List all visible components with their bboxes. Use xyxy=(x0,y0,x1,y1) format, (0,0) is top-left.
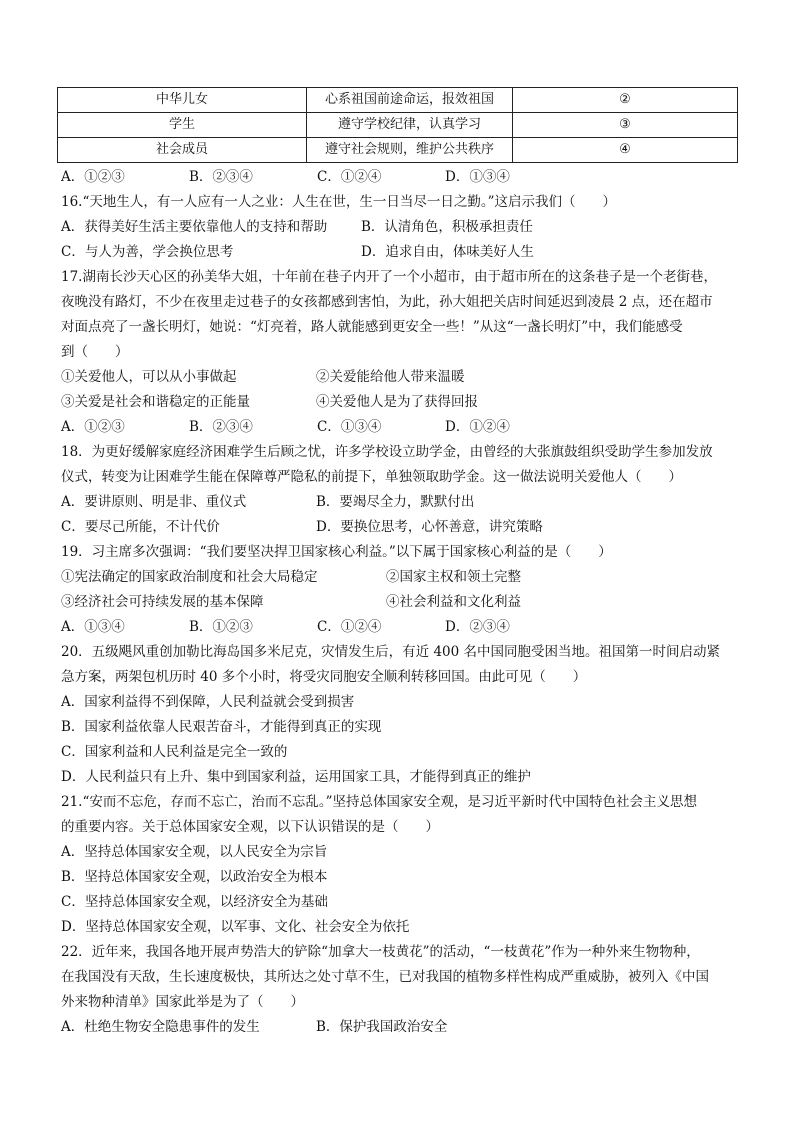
table-cell: 中华儿女 xyxy=(58,88,307,113)
q22-option-b[interactable]: B．保护我国政治安全 xyxy=(316,1019,448,1035)
q17-statement-2: ②关爱能给他人带来温暖 xyxy=(316,369,465,385)
q15-option-a[interactable]: A．①②③ xyxy=(61,169,125,185)
table-row xyxy=(58,113,738,138)
q19-statement-3: ③经济社会可持续发展的基本保障 xyxy=(61,594,264,610)
q17-option-a[interactable]: A．①②③ xyxy=(61,419,125,435)
q19-statements-row1 xyxy=(61,565,741,590)
q17-options xyxy=(61,415,741,440)
q18-option-d[interactable]: D．要换位思考，心怀善意，讲究策略 xyxy=(316,519,543,535)
q21-option-c[interactable]: C．坚持总体国家安全观，以经济安全为基础 xyxy=(61,894,328,910)
q17-stem-line: 夜晚没有路灯，不少在夜里走过巷子的女孩都感到害怕，为此，孙大姐把关店时间延迟到凌晨 2 点，还在超市 xyxy=(61,294,713,310)
q21-stem-line: 21.“安而不忘危，存而不忘亡，治而不忘乱。”坚持总体国家安全观，是习近平新时代中国特色社会主义思想 xyxy=(61,794,698,810)
q17-statements-row1 xyxy=(61,365,741,390)
q21-option-d[interactable]: D．坚持总体国家安全观，以军事、文化、社会安全为依托 xyxy=(61,919,410,935)
table-cell: 心系祖国前途命运，报效祖国 xyxy=(307,88,513,113)
q16-stem: 16.“天地生人，有一人应有一人之业：人生在世，生一日当尽一日之勤。”这启示我们（ ） xyxy=(61,194,617,210)
q18-options-row2 xyxy=(61,515,741,540)
q17-option-c[interactable]: C．①③④ xyxy=(317,419,382,435)
q18-stem-line: 仪式，转变为让困难学生能在保障尊严隐私的前提下，单独领取助学金。这一做法说明关爱他人（ ） xyxy=(61,469,682,485)
q17-statement-4: ④关爱他人是为了获得回报 xyxy=(316,394,478,410)
table-cell: 遵守社会规则，维护公共秩序 xyxy=(307,138,513,163)
q19-statement-2: ②国家主权和领土完整 xyxy=(386,569,521,585)
q22-options-row1 xyxy=(61,1015,741,1040)
q19-option-c[interactable]: C．①②④ xyxy=(317,619,382,635)
q22-option-a[interactable]: A．杜绝生物安全隐患事件的发生 xyxy=(61,1019,260,1035)
table-cell: ④ xyxy=(513,138,738,163)
q16-options-row1 xyxy=(61,215,741,240)
q16-option-d[interactable]: D．追求自由，体味美好人生 xyxy=(361,244,534,260)
table-cell: ③ xyxy=(513,113,738,138)
q18-stem-line: 18．为更好缓解家庭经济困难学生后顾之忧，许多学校设立助学金，由曾经的大张旗鼓组织受助学生参加发放 xyxy=(61,444,713,460)
q19-option-b[interactable]: B．①②③ xyxy=(189,619,253,635)
q20-stem-line: 20．五级飓风重创加勒比海岛国多米尼克，灾情发生后，有近 400 名中国同胞受困当地。祖国第一时间启动紧 xyxy=(61,644,721,660)
table-row xyxy=(58,88,738,113)
q17-stem-line: 对面点亮了一盏长明灯，她说：“灯亮着，路人就能感到更安全一些！”从这“一盏长明灯”中，我们能感受 xyxy=(61,319,683,335)
q18-option-b[interactable]: B．要竭尽全力，默默付出 xyxy=(316,494,475,510)
q17-statement-1: ①关爱他人，可以从小事做起 xyxy=(61,369,237,385)
q18-option-c[interactable]: C．要尽己所能，不计代价 xyxy=(61,519,220,535)
q19-option-d[interactable]: D．②③④ xyxy=(445,619,510,635)
q16-options-row2 xyxy=(61,240,741,265)
q16-option-a[interactable]: A．获得美好生活主要依靠他人的支持和帮助 xyxy=(61,219,328,235)
q20-option-b[interactable]: B．国家利益依靠人民艰苦奋斗，才能得到真正的实现 xyxy=(61,719,382,735)
q17-stem-line: 17.湖南长沙天心区的孙美华大姐，十年前在巷子内开了一个小超市，由于超市所在的这条巷子是一个老街巷， xyxy=(61,269,717,285)
q20-option-a[interactable]: A．国家利益得不到保障，人民利益就会受到损害 xyxy=(61,694,355,710)
q18-options-row1 xyxy=(61,490,741,515)
q16-option-c[interactable]: C．与人为善，学会换位思考 xyxy=(61,244,234,260)
q21-stem-line: 的重要内容。关于总体国家安全观，以下认识错误的是（ ） xyxy=(61,819,439,835)
q18-option-a[interactable]: A．要讲原则、明是非、重仪式 xyxy=(61,494,247,510)
q19-statements-row2 xyxy=(61,590,741,615)
q22-stem-line: 22．近年来，我国各地开展声势浩大的铲除“加拿大一枝黄花”的活动，“一枝黄花”作为一种外来生物物种， xyxy=(61,944,700,960)
q17-option-d[interactable]: D．①②④ xyxy=(445,419,510,435)
q15-options xyxy=(61,165,741,190)
q22-stem-line: 在我国没有天敌，生长速度极快，其所达之处寸草不生，已对我国的植物多样性构成严重威胁，被列入《中国 xyxy=(61,969,709,985)
q21-option-a[interactable]: A．坚持总体国家安全观，以人民安全为宗旨 xyxy=(61,844,328,860)
q19-stem: 19．习主席多次强调：“我们要坚决捍卫国家核心利益。”以下属于国家核心利益的是（ ） xyxy=(61,544,612,560)
table-cell: ② xyxy=(513,88,738,113)
q19-statement-1: ①宪法确定的国家政治制度和社会大局稳定 xyxy=(61,569,318,585)
q20-stem-line: 急方案，两架包机历时 40 多个小时，将受灾同胞安全顺利转移回国。由此可见（ ） xyxy=(61,669,587,685)
q16-option-b[interactable]: B．认清角色，积极承担责任 xyxy=(361,219,533,235)
q17-option-b[interactable]: B．②③④ xyxy=(189,419,253,435)
table-cell: 学生 xyxy=(58,113,307,138)
table-cell: 社会成员 xyxy=(58,138,307,163)
q20-option-c[interactable]: C．国家利益和人民利益是完全一致的 xyxy=(61,744,288,760)
q17-stem-line: 到（ ） xyxy=(61,344,129,360)
table-cell: 遵守学校纪律，认真学习 xyxy=(307,113,513,138)
question-list xyxy=(61,165,741,1040)
q20-option-d[interactable]: D．人民利益只有上升、集中到国家利益，运用国家工具，才能得到真正的维护 xyxy=(61,769,531,785)
q19-option-a[interactable]: A．①③④ xyxy=(61,619,125,635)
q17-statements-row2 xyxy=(61,390,741,415)
q22-stem-line: 外来物种清单》国家此举是为了（ ） xyxy=(61,994,304,1010)
q15-option-b[interactable]: B．②③④ xyxy=(189,169,253,185)
q19-options xyxy=(61,615,741,640)
role-table xyxy=(57,87,738,163)
q19-statement-4: ④社会利益和文化利益 xyxy=(386,594,521,610)
q15-option-c[interactable]: C．①②④ xyxy=(317,169,382,185)
q21-option-b[interactable]: B．坚持总体国家安全观，以政治安全为根本 xyxy=(61,869,328,885)
q17-statement-3: ③关爱是社会和谐稳定的正能量 xyxy=(61,394,250,410)
q15-option-d[interactable]: D．①③④ xyxy=(445,169,510,185)
table-row xyxy=(58,138,738,163)
